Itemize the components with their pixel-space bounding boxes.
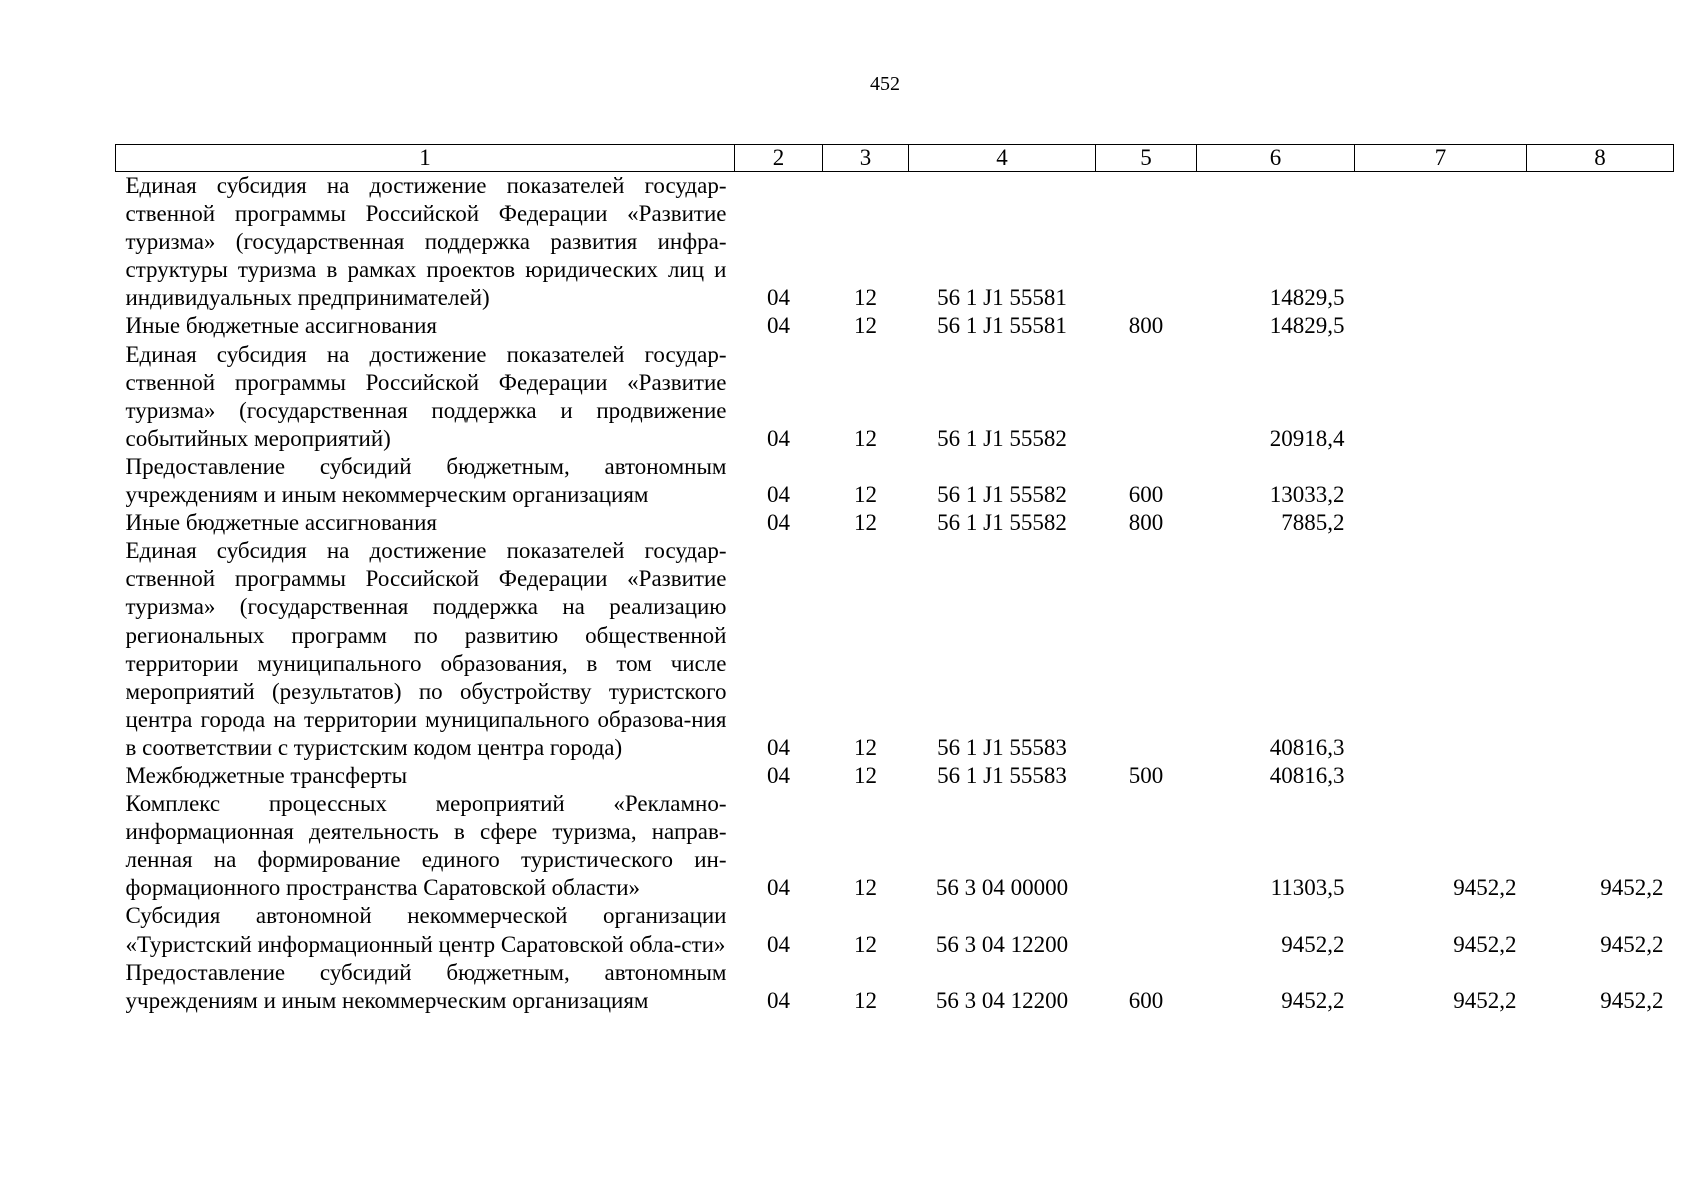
- row-amount-col8: [1527, 172, 1674, 313]
- row-target-article: 56 3 04 12200: [935, 931, 1069, 957]
- table-row: [116, 453, 1674, 509]
- table-row: [116, 312, 1674, 340]
- row-amount-col8: 9452,2: [1600, 931, 1664, 957]
- row-name: Иные бюджетные ассигнования: [125, 510, 437, 536]
- row-target-article: 56 1 J1 55583: [937, 734, 1067, 760]
- row-amount-col8: [1527, 453, 1674, 509]
- header-col-2: 2: [735, 145, 823, 172]
- row-target-article: 56 1 J1 55582: [937, 482, 1067, 508]
- table-row: [116, 172, 1674, 313]
- row-amount-col6: 9452,2: [1281, 987, 1345, 1013]
- header-col-4: 4: [909, 145, 1096, 172]
- row-expense-type: 600: [1128, 482, 1164, 508]
- row-name: Единая субсидия на достижение показателей государ-ственной программы Российской Федерации «Развитие туризма» (государственная поддержка и продвижение событийных мероприятий): [125, 341, 727, 451]
- row-amount-col7: 9452,2: [1453, 875, 1517, 901]
- row-subsection: 12: [854, 734, 877, 760]
- header-col-1: 1: [116, 145, 735, 172]
- row-amount-col6: 14829,5: [1269, 285, 1345, 311]
- row-amount-col7: [1355, 509, 1527, 537]
- row-amount-col8: 9452,2: [1600, 987, 1664, 1013]
- budget-table: [115, 144, 1674, 1015]
- row-amount-col7: [1355, 537, 1527, 762]
- header-col-3: 3: [823, 145, 909, 172]
- row-amount-col6: 13033,2: [1269, 482, 1345, 508]
- row-name: Единая субсидия на достижение показателей государ-ственной программы Российской Федерации «Развитие туризма» (государственная поддержка на реализацию региональных программ по развитию общественной территории муниципального образования, в том числе мероприятий (результатов) по обустройству туристского центра города на территории муниципального образова-ния в соответствии с туристским кодом центра города): [125, 538, 727, 760]
- row-name: Предоставление субсидий бюджетным, автономным учреждениям и иным некоммерческим организациям: [125, 453, 727, 508]
- table-row: [116, 790, 1674, 902]
- row-name: Межбюджетные трансферты: [125, 762, 408, 788]
- row-name: Предоставление субсидий бюджетным, автономным учреждениям и иным некоммерческим организациям: [125, 959, 727, 1013]
- row-name: Иные бюджетные ассигнования: [125, 313, 437, 339]
- row-subsection: 12: [854, 482, 877, 508]
- row-expense-type: [1096, 172, 1197, 313]
- header-col-5: 5: [1096, 145, 1197, 172]
- row-subsection: 12: [854, 425, 877, 451]
- row-section: 04: [767, 762, 790, 788]
- row-section: 04: [767, 875, 790, 901]
- row-subsection: 12: [854, 510, 877, 536]
- row-expense-type: [1096, 537, 1197, 762]
- row-target-article: 56 1 J1 55581: [937, 285, 1067, 311]
- header-row: [116, 145, 1674, 172]
- row-target-article: 56 1 J1 55583: [937, 762, 1067, 788]
- row-amount-col7: [1355, 341, 1527, 453]
- row-amount-col7: [1355, 453, 1527, 509]
- row-amount-col6: 7885,2: [1281, 510, 1345, 536]
- row-amount-col6: 40816,3: [1269, 762, 1345, 788]
- page-number: 452: [870, 73, 900, 95]
- header-col-8: 8: [1527, 145, 1674, 172]
- row-subsection: 12: [854, 931, 877, 957]
- table-row: [116, 902, 1674, 958]
- row-amount-col7: 9452,2: [1453, 987, 1517, 1013]
- row-amount-col8: [1527, 762, 1674, 790]
- row-amount-col7: [1355, 312, 1527, 340]
- row-target-article: 56 1 J1 55581: [937, 313, 1067, 339]
- row-amount-col6: 9452,2: [1281, 931, 1345, 957]
- row-target-article: 56 3 04 12200: [935, 987, 1069, 1013]
- row-expense-type: [1096, 341, 1197, 453]
- row-amount-col7: [1355, 762, 1527, 790]
- row-subsection: 12: [854, 762, 877, 788]
- row-target-article: 56 1 J1 55582: [937, 425, 1067, 451]
- row-amount-col6: 40816,3: [1269, 734, 1345, 760]
- row-amount-col8: [1527, 537, 1674, 762]
- row-section: 04: [767, 734, 790, 760]
- header-col-7: 7: [1355, 145, 1527, 172]
- row-section: 04: [767, 482, 790, 508]
- row-amount-col7: 9452,2: [1453, 931, 1517, 957]
- row-expense-type: [1096, 790, 1197, 902]
- row-subsection: 12: [854, 285, 877, 311]
- row-name: Единая субсидия на достижение показателей государ-ственной программы Российской Федерации «Развитие туризма» (государственная поддержка развития инфра-структуры туризма в рамках проектов юридических лиц и индивидуальных предпринимателей): [125, 173, 727, 311]
- row-section: 04: [767, 510, 790, 536]
- row-subsection: 12: [854, 987, 877, 1013]
- row-expense-type: 500: [1128, 762, 1164, 788]
- row-amount-col8: [1527, 509, 1674, 537]
- row-expense-type: 800: [1128, 510, 1164, 536]
- row-section: 04: [767, 313, 790, 339]
- table-row: [116, 537, 1674, 762]
- row-subsection: 12: [854, 875, 877, 901]
- table-row: [116, 341, 1674, 453]
- row-target-article: 56 3 04 00000: [935, 875, 1069, 901]
- row-name: Субсидия автономной некоммерческой организации «Туристский информационный центр Саратовской обла-сти»: [125, 903, 727, 957]
- row-section: 04: [767, 425, 790, 451]
- row-amount-col8: 9452,2: [1600, 875, 1664, 901]
- row-name: Комплекс процессных мероприятий «Рекламно-информационная деятельность в сфере туризма, направ-ленная на формирование единого туристического ин-формационного пространства Саратовской области»: [125, 791, 727, 901]
- row-amount-col6: 11303,5: [1270, 875, 1345, 901]
- row-expense-type: 800: [1128, 313, 1164, 339]
- row-expense-type: [1096, 902, 1197, 958]
- row-section: 04: [767, 987, 790, 1013]
- table-row: [116, 509, 1674, 537]
- row-amount-col7: [1355, 172, 1527, 313]
- table-row: [116, 762, 1674, 790]
- row-amount-col6: 14829,5: [1269, 313, 1345, 339]
- row-section: 04: [767, 285, 790, 311]
- row-amount-col8: [1527, 341, 1674, 453]
- header-col-6: 6: [1197, 145, 1355, 172]
- row-subsection: 12: [854, 313, 877, 339]
- row-expense-type: 600: [1128, 987, 1164, 1013]
- row-target-article: 56 1 J1 55582: [937, 510, 1067, 536]
- row-amount-col6: 20918,4: [1269, 425, 1345, 451]
- row-amount-col8: [1527, 312, 1674, 340]
- row-section: 04: [767, 931, 790, 957]
- table-row: [116, 959, 1674, 1015]
